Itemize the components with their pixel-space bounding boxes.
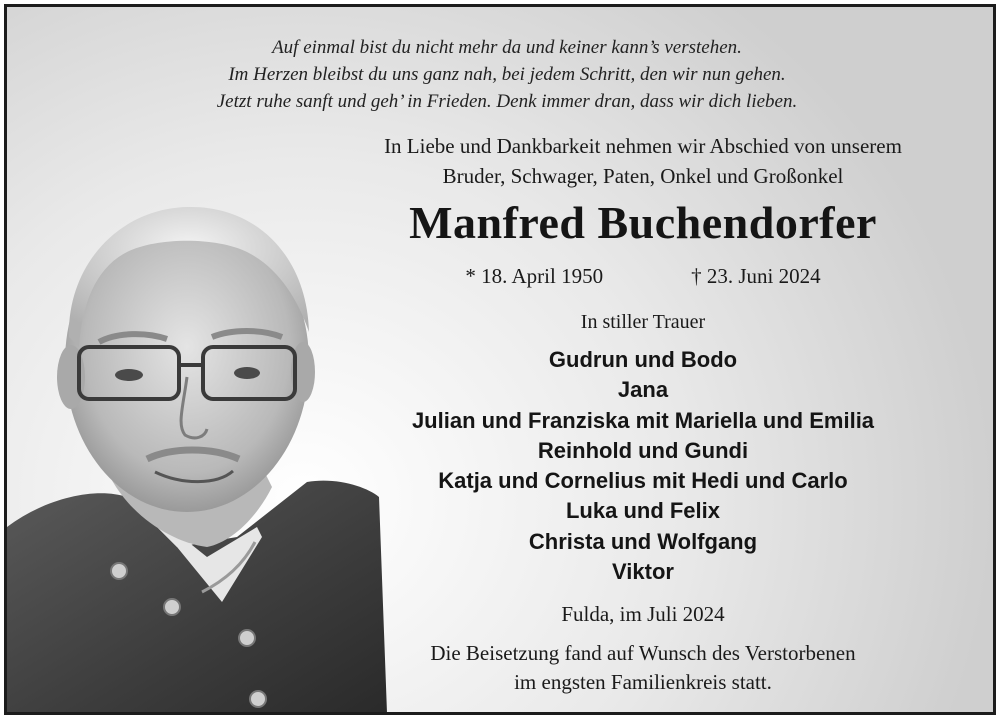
- notice-line: Die Beisetzung fand auf Wunsch des Verstorbenen: [430, 641, 856, 665]
- mourners-list: [313, 345, 973, 587]
- deceased-name: Manfred Buchendorfer: [409, 197, 877, 248]
- notice-line: im engsten Familienkreis statt.: [514, 670, 772, 694]
- death-date: † 23. Juni 2024: [691, 264, 821, 288]
- intro-line: Bruder, Schwager, Paten, Onkel und Großonkel: [442, 164, 844, 188]
- intro-text: [313, 131, 973, 191]
- burial-notice: [313, 639, 973, 697]
- poem-line: Jetzt ruhe sanft und geh’ in Frieden. Denk immer dran, dass wir dich lieben.: [216, 91, 798, 112]
- life-dates: [313, 261, 973, 291]
- mourner-line: Reinhold und Gundi: [537, 437, 749, 463]
- mourner-line: Julian und Franziska mit Mariella und Emilia: [411, 407, 875, 433]
- poem: [7, 34, 996, 115]
- mourner-line: Gudrun und Bodo: [548, 347, 738, 372]
- mourner-line: Luka und Felix: [565, 498, 721, 524]
- mourner-line: Christa und Wolfgang: [528, 528, 758, 554]
- mourner-line: Katja und Cornelius mit Hedi und Carlo: [438, 468, 848, 494]
- mourner-line: Viktor: [612, 559, 674, 585]
- intro-line: In Liebe und Dankbarkeit nehmen wir Abschied von unserem: [384, 134, 902, 158]
- birth-date: * 18. April 1950: [465, 264, 604, 288]
- mourner-line: Jana: [617, 377, 669, 403]
- obituary-frame: [4, 4, 996, 715]
- place-date: Fulda, im Juli 2024: [561, 602, 725, 626]
- poem-line: Auf einmal bist du nicht mehr da und keiner kann’s verstehen.: [272, 37, 742, 58]
- mourning-label: In stiller Trauer: [580, 311, 706, 333]
- poem-line: Im Herzen bleibst du uns ganz nah, bei jedem Schritt, den wir nun gehen.: [228, 64, 786, 85]
